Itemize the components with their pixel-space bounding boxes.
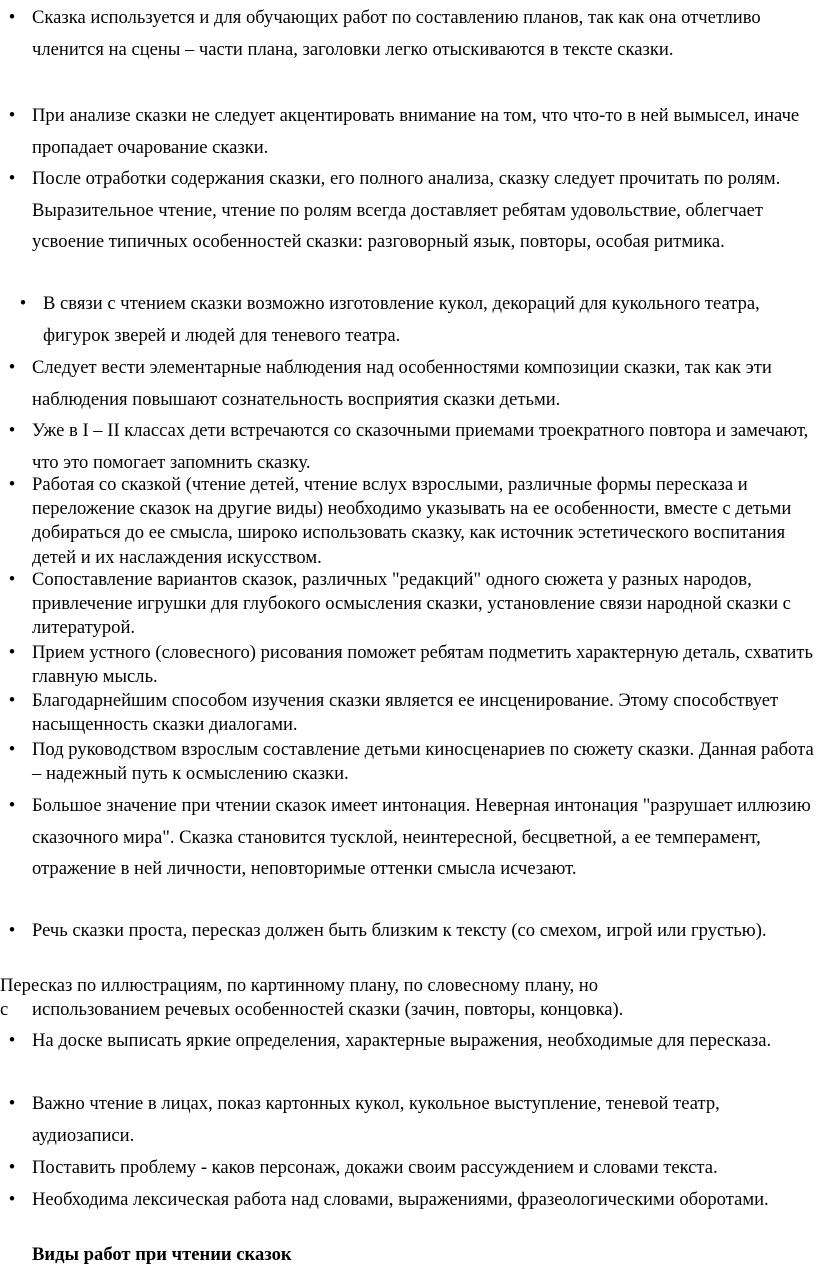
list-item-text: Важно чтение в лицах, показ картонных кукол, кукольное выступление, теневой театр, аудиозаписи.	[32, 1093, 720, 1146]
list-item-text: При анализе сказки не следует акцентировать внимание на том, что что-то в ней вымысел, иначе пропадает очарование сказки.	[32, 105, 800, 158]
bullet-icon: •	[8, 642, 16, 663]
list-item-text: Поставить проблему - каков персонаж, докажи своим рассуждением и словами текста.	[32, 1157, 718, 1178]
list-item-text: Благодарнейшим способом изучения сказки является ее инсценирование. Этому способствует насыщенность сказки диалогами.	[32, 690, 779, 736]
bullet-icon: •	[8, 920, 16, 941]
list-item-text: Следует вести элементарные наблюдения над особенностями композиции сказки, так как эти наблюдения повышают сознательность восприятия сказки детьми.	[32, 357, 772, 410]
list-item	[8, 915, 816, 947]
paragraph-line-1: Пересказ по иллюстрациям, по картинному плану, по словесному плану, но	[0, 975, 599, 996]
list-item	[8, 163, 816, 258]
list-item	[8, 2, 816, 65]
list-item	[8, 641, 816, 689]
paragraph-line-2	[0, 998, 816, 1022]
list-item	[8, 100, 816, 163]
section-heading: Виды работ при чтении сказок	[32, 1244, 292, 1265]
list-item-text: Сопоставление вариантов сказок, различных "редакций" одного сюжета у разных народов, привлечение игрушки для глубокого осмысления сказки, установление связи народной сказки с литературой.	[32, 569, 791, 639]
bullet-icon: •	[8, 690, 16, 711]
list-item-text: Под руководством взрослым составление детьми киносценариев по сюжету сказки. Данная работа – надежный путь к осмыслению сказки.	[32, 739, 814, 785]
list-item	[8, 689, 816, 737]
bullet-icon: •	[8, 105, 16, 126]
list-item-text: Речь сказки проста, пересказ должен быть близким к тексту (со смехом, игрой или грустью).	[32, 920, 767, 941]
bullet-icon: •	[8, 7, 16, 28]
bullet-icon: •	[8, 357, 16, 378]
list-item	[8, 1184, 816, 1216]
list-item-text: Большое значение при чтении сказок имеет интонация. Неверная интонация "разрушает иллюзию сказочного мира". Сказка становится тусклой, неинтересной, бесцветной, а ее темперамент, отражение в ней личности, неповторимые оттенки смысла исчезают.	[32, 795, 811, 880]
list-item-text: Необходима лексическая работа над словами, выражениями, фразеологическими оборотами.	[32, 1189, 769, 1210]
paragraph	[0, 974, 816, 1022]
list-item	[8, 473, 816, 570]
list-item	[8, 415, 816, 478]
list-item-text: Работая со сказкой (чтение детей, чтение вслух взрослыми, различные формы пересказа и переложение сказок на другие виды) необходимо указывать на ее особенности, вместе с детьми добираться до ее смысла, широко использовать сказку, как источник эстетического воспитания детей и их наслаждения искусством.	[32, 474, 792, 568]
bullet-icon: •	[8, 569, 16, 590]
list-item	[8, 1152, 816, 1184]
bullet-icon: •	[8, 420, 16, 441]
paragraph-line-2-text: использованием речевых особенностей сказки (зачин, повторы, концовка).	[32, 999, 624, 1020]
list-item	[8, 1025, 816, 1057]
list-item	[8, 568, 816, 641]
list-item-text: На доске выписать яркие определения, характерные выражения, необходимые для пересказа.	[32, 1030, 772, 1051]
list-item-text: Уже в I – II классах дети встречаются со сказочными приемами троекратного повтора и замечают, что это помогает запомнить сказку.	[32, 420, 809, 473]
bullet-icon: •	[8, 1030, 16, 1051]
list-item-text: После отработки содержания сказки, его полного анализа, сказку следует прочитать по ролям. Выразительное чтение, чтение по ролям всегда доставляет ребятам удовольствие, облегчает усвоение типичных особенностей сказки: разговорный язык, повторы, особая ритмика.	[32, 168, 781, 253]
bullet-icon: •	[19, 293, 27, 314]
paragraph-line-2-prefix: с	[0, 999, 9, 1020]
list-item	[8, 738, 816, 786]
bullet-icon: •	[8, 795, 16, 816]
list-item-text: Прием устного (словесного) рисования поможет ребятам подметить характерную деталь, схватить главную мысль.	[32, 642, 813, 688]
bullet-icon: •	[8, 1093, 16, 1114]
list-item	[19, 288, 816, 351]
list-item-text: Сказка используется и для обучающих работ по составлению планов, так как она отчетливо членится на сцены – части плана, заголовки легко отыскиваются в тексте сказки.	[32, 7, 761, 60]
bullet-icon: •	[8, 474, 16, 495]
bullet-icon: •	[8, 168, 16, 189]
list-item-text: В связи с чтением сказки возможно изготовление кукол, декораций для кукольного театра, фигурок зверей и людей для теневого театра.	[43, 293, 760, 346]
list-item	[8, 1088, 816, 1151]
list-item	[8, 352, 816, 415]
bullet-icon: •	[8, 1189, 16, 1210]
bullet-icon: •	[8, 1157, 16, 1178]
list-item	[8, 790, 816, 885]
bullet-icon: •	[8, 739, 16, 760]
